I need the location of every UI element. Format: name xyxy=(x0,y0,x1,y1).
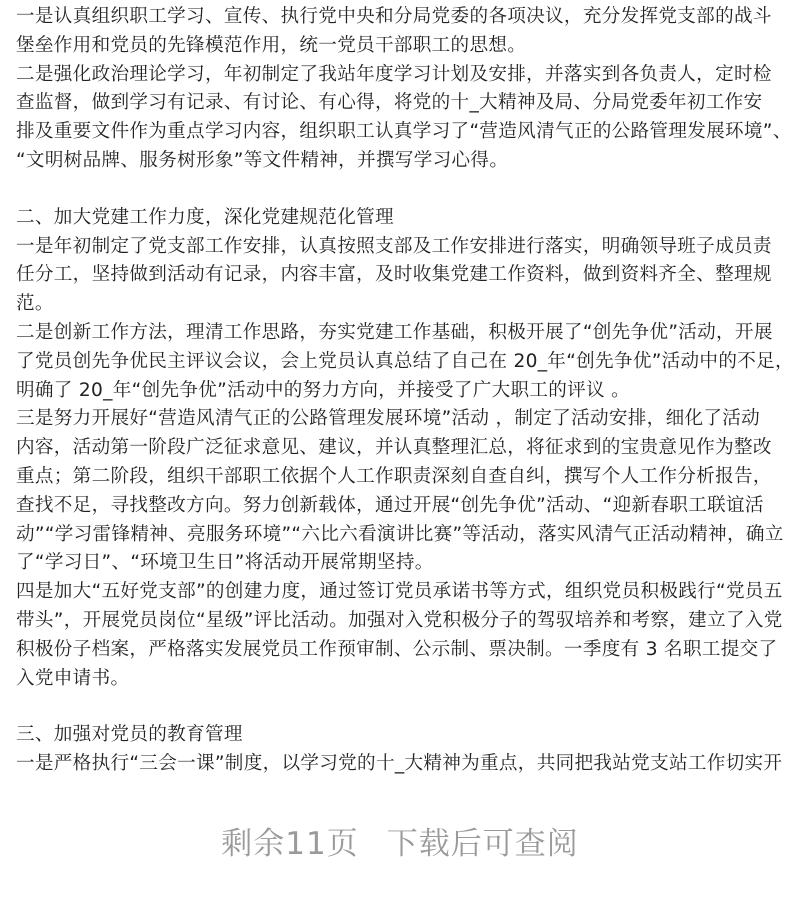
text-line: 积极份子档案，严格落实发展党员工作预审制、公示制、票决制。一季度有 3 名职工提交了 xyxy=(16,638,778,660)
text-line: 查监督，做到学习有记录、有讨论、有心得，将党的十_大精神及局、分局党委年初工作安 xyxy=(16,92,763,114)
paragraph xyxy=(16,405,791,578)
text-line: 二是强化政治理论学习，年初制定了我站年度学习计划及安排，并落实到各负责人，定时检 xyxy=(16,63,772,85)
paragraph xyxy=(16,578,791,693)
text-line: 了“学习日”、“环境卫生日”将活动开展常期坚持。 xyxy=(16,552,434,574)
paragraph xyxy=(16,61,791,176)
text-line: “文明树品牌、服务树形象”等文件精神，并撰写学习心得。 xyxy=(16,149,509,171)
text-line: 堡垒作用和党员的先锋模范作用，统一党员干部职工的思想。 xyxy=(16,34,527,56)
download-to-view-label[interactable]: 下载后可查阅 xyxy=(386,826,579,862)
text-line: 一是年初制定了党支部工作安排，认真按照支部及工作安排进行落实，明确领导班子成员责 xyxy=(16,235,772,257)
text-line: 三、加强对党员的教育管理 xyxy=(16,724,243,746)
text-line: 二是创新工作方法，理清工作思路，夯实党建工作基础，积极开展了“创先争优”活动，开展 xyxy=(16,321,773,343)
document-body xyxy=(16,3,794,779)
text-line: 动”“学习雷锋精神、亮服务环境”“六比六看演讲比赛”等活动，落实风清气正活动精神，确立 xyxy=(16,523,784,545)
section-heading xyxy=(16,204,791,233)
paragraph xyxy=(16,3,791,61)
section-spacer xyxy=(16,176,791,204)
paragraph xyxy=(16,233,791,319)
text-line: 了党员创先争优民主评议会议，会上党员认真总结了自己在 20_年“创先争优”活动中的不足， xyxy=(16,350,794,372)
text-line: 带头”，开展党员岗位“星级”评比活动。加强对入党积极分子的驾驭培养和考察，建立了入党 xyxy=(16,609,783,631)
text-line: 明确了 20_年“创先争优”活动中的努力方向，并接受了广大职工的评议 。 xyxy=(16,379,631,401)
text-line: 内容，活动第一阶段广泛征求意见、建议，并认真整理汇总，将征求到的宝贵意见作为整改 xyxy=(16,437,772,459)
text-line: 一是严格执行“三会一课”制度，以学习党的十_大精神为重点，共同把我站党支站工作切实开 xyxy=(16,753,783,775)
text-line: 任分工，坚持做到活动有记录，内容丰富，及时收集党建工作资料，做到资料齐全、整理规 xyxy=(16,264,772,286)
text-line: 四是加大“五好党支部”的创建力度，通过签订党员承诺书等方式，组织党员积极践行“党员五 xyxy=(16,581,783,603)
text-line: 范。 xyxy=(16,293,54,315)
paragraph xyxy=(16,319,794,405)
text-line: 重点；第二阶段，组织干部职工依据个人工作职责深刻自查自纠，撰写个人工作分析报告， xyxy=(16,465,772,487)
text-line: 入党申请书。 xyxy=(16,667,130,689)
section-spacer xyxy=(16,693,791,721)
text-line: 二、加大党建工作力度，深化党建规范化管理 xyxy=(16,206,394,228)
section-heading xyxy=(16,721,791,750)
text-line: 一是认真组织职工学习、宣传、执行党中央和分局党委的各项决议，充分发挥党支部的战斗 xyxy=(16,6,772,27)
text-line: 三是努力开展好“营造风清气正的公路管理发展环境”活动 ，制定了活动安排，细化了活动 xyxy=(16,408,761,430)
remaining-pages-label: 剩余11页 xyxy=(221,826,359,862)
text-line: 排及重要文件作为重点学习内容，组织职工认真学习了“营造风清气正的公路管理发展环境”、 xyxy=(16,121,792,143)
download-prompt[interactable] xyxy=(0,818,800,863)
text-line: 查找不足，寻找整改方向。努力创新载体，通过开展“创先争优”活动、“迎新春职工联谊活 xyxy=(16,494,764,516)
paragraph xyxy=(16,750,791,779)
